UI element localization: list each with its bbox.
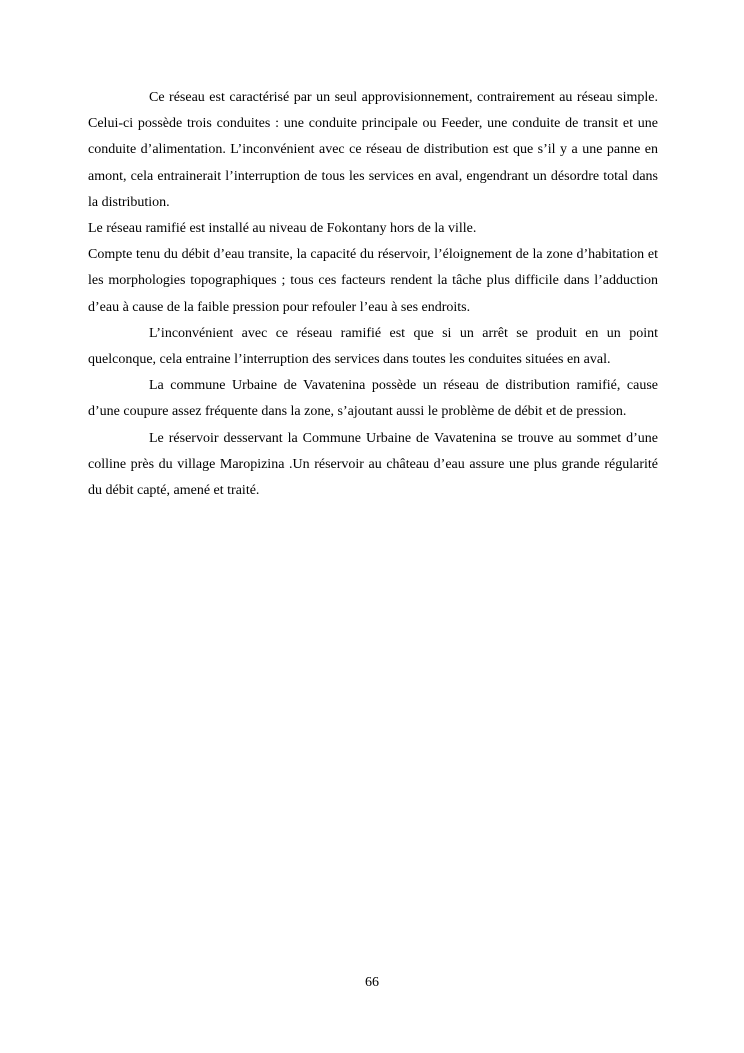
paragraph-inconvenient-arret: L’inconvénient avec ce réseau ramifié est que si un arrêt se produit en un point quelconque, cela entraine l’interruption des services dans toutes les conduites situées en aval. bbox=[88, 325, 658, 368]
paragraph-reseau-ramifie-description: Ce réseau est caractérisé par un seul approvisionnement, contrairement au réseau simple. Celui-ci possède trois conduites : une conduite principale ou Feeder, une conduite de transit et une conduite d’alimentation. L’inconvénient avec ce réseau de distribution est que s’il y a une panne en amont, cela entrainerait l’interruption de tous les services en aval, engendrant un désordre total dans la distribution. bbox=[88, 90, 658, 210]
body-text bbox=[88, 85, 658, 504]
page-number: 66 bbox=[365, 975, 379, 990]
paragraph-installation-fokontany: Le réseau ramifié est installé au niveau de Fokontany hors de la ville. bbox=[88, 221, 477, 237]
paragraph-contraintes-adduction: Compte tenu du débit d’eau transite, la capacité du réservoir, l’éloignement de la zone d’habitation et les morphologies topographiques ; tous ces facteurs rendent la tâche plus difficile dans l’adduction d’eau à cause de la faible pression pour refouler l’eau à ses endroits. bbox=[88, 247, 658, 315]
paragraph-commune-vavatenina: La commune Urbaine de Vavatenina possède un réseau de distribution ramifié, cause d’une coupure assez fréquente dans la zone, s’ajoutant aussi le problème de débit et de pression. bbox=[88, 378, 658, 420]
paragraph-reservoir: Le réservoir desservant la Commune Urbaine de Vavatenina se trouve au sommet d’une colline près du village Maropizina .Un réservoir au château d’eau assure une plus grande régularité du débit capté, amené et traité. bbox=[88, 430, 658, 499]
